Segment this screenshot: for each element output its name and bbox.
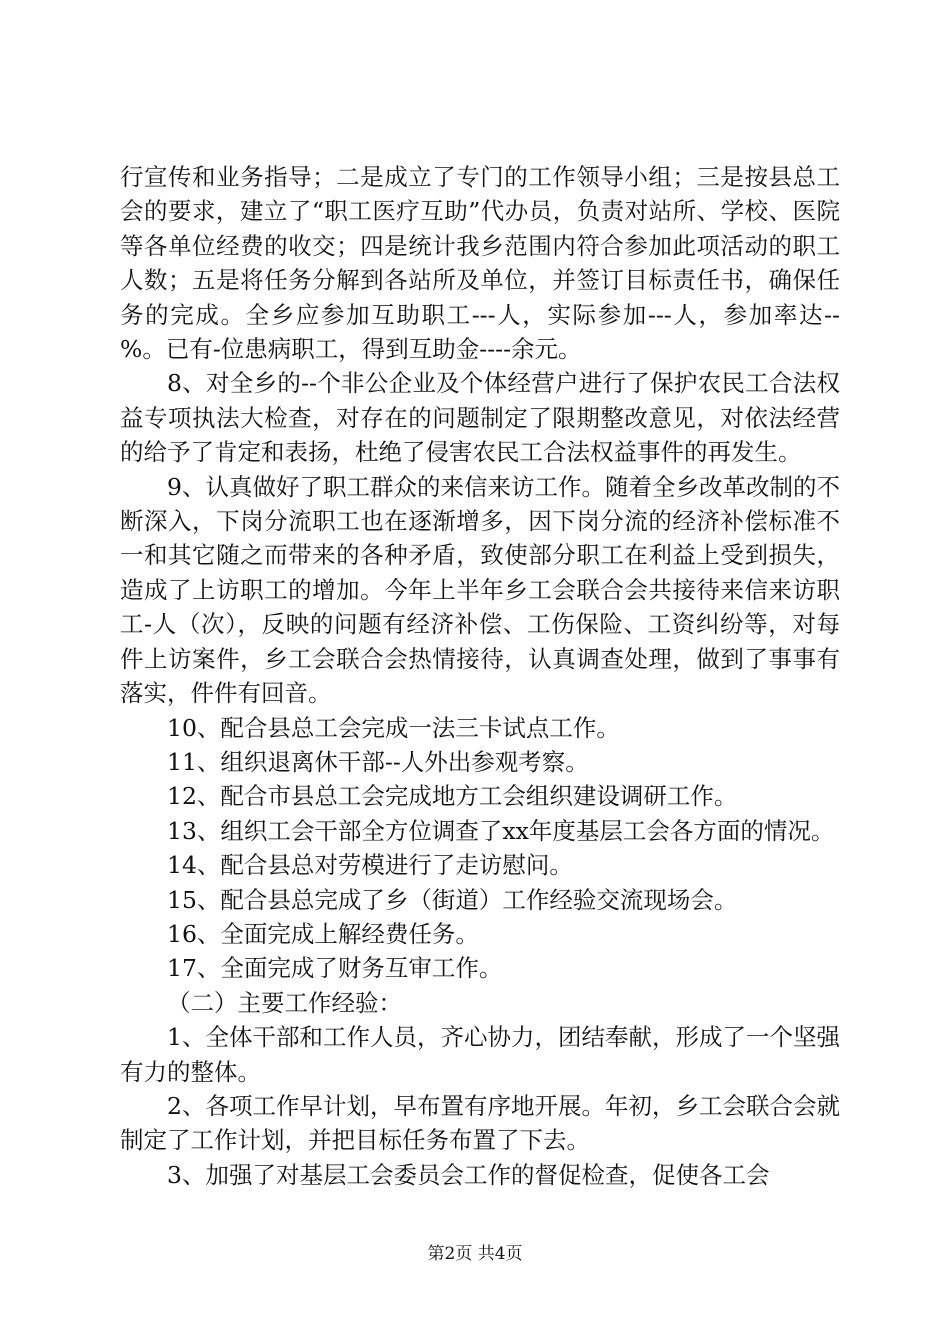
paragraph: 8、对全乡的--个非公企业及个体经营户进行了保护农民工合法权益专项执法大检查，对存在的问题制定了限期整改意见，对依法经营的给予了肯定和表扬，杜绝了侵害农民工合法权益事件的再发生。: [120, 369, 840, 467]
paragraph: 17、全面完成了财务互审工作。: [167, 954, 503, 983]
paragraph: 16、全面完成上解经费任务。: [167, 919, 479, 948]
paragraph: 11、组织退离休干部--人外出参观考察。: [167, 747, 589, 776]
paragraph: 10、配合县总工会完成一法三卡试点工作。: [167, 713, 620, 742]
document-body: [120, 160, 840, 1192]
section-heading: （二）主要工作经验：: [167, 988, 402, 1017]
paragraph: 15、配合县总完成了乡（街道）工作经验交流现场会。: [167, 885, 738, 914]
paragraph: 3、加强了对基层工会委员会工作的督促检查，促使各工会: [167, 1160, 770, 1189]
paragraph: 14、配合县总对劳模进行了走访慰问。: [167, 851, 573, 880]
paragraph: 9、认真做好了职工群众的来信来访工作。随着全乡改革改制的不断深入，下岗分流职工也在逐渐增多，因下岗分流的经济补偿标准不一和其它随之而带来的各种矛盾，致使部分职工在利益上受到损失，造成了上访职工的增加。今年上半年乡工会联合会共接待来信来访职工-人（次），反映的问题有经济补偿、工伤保险、工资纠纷等，对每件上访案件，乡工会联合会热情接待，认真调查处理，做到了事事有落实，件件有回音。: [120, 472, 840, 708]
page-number-footer: 第2页 共4页: [427, 1244, 523, 1264]
paragraph: 12、配合市县总工会完成地方工会组织建设调研工作。: [167, 782, 738, 811]
paragraph: 行宣传和业务指导；二是成立了专门的工作领导小组；三是按县总工会的要求，建立了“职工医疗互助”代办员，负责对站所、学校、医院等各单位经费的收交；四是统计我乡范围内符合参加此项活动的职工人数；五是将任务分解到各站所及单位，并签订目标责任书，确保任务的完成。全乡应参加互助职工---人，实际参加---人，参加率达--%。已有-位患病职工，得到互助金----余元。: [120, 163, 840, 364]
paragraph: 2、各项工作早计划，早布置有序地开展。年初，乡工会联合会就制定了工作计划，并把目标任务布置了下去。: [120, 1091, 840, 1155]
paragraph: 13、组织工会干部全方位调查了xx年度基层工会各方面的情况。: [167, 816, 835, 845]
paragraph: 1、全体干部和工作人员，齐心协力，团结奉献，形成了一个坚强有力的整体。: [120, 1023, 840, 1086]
